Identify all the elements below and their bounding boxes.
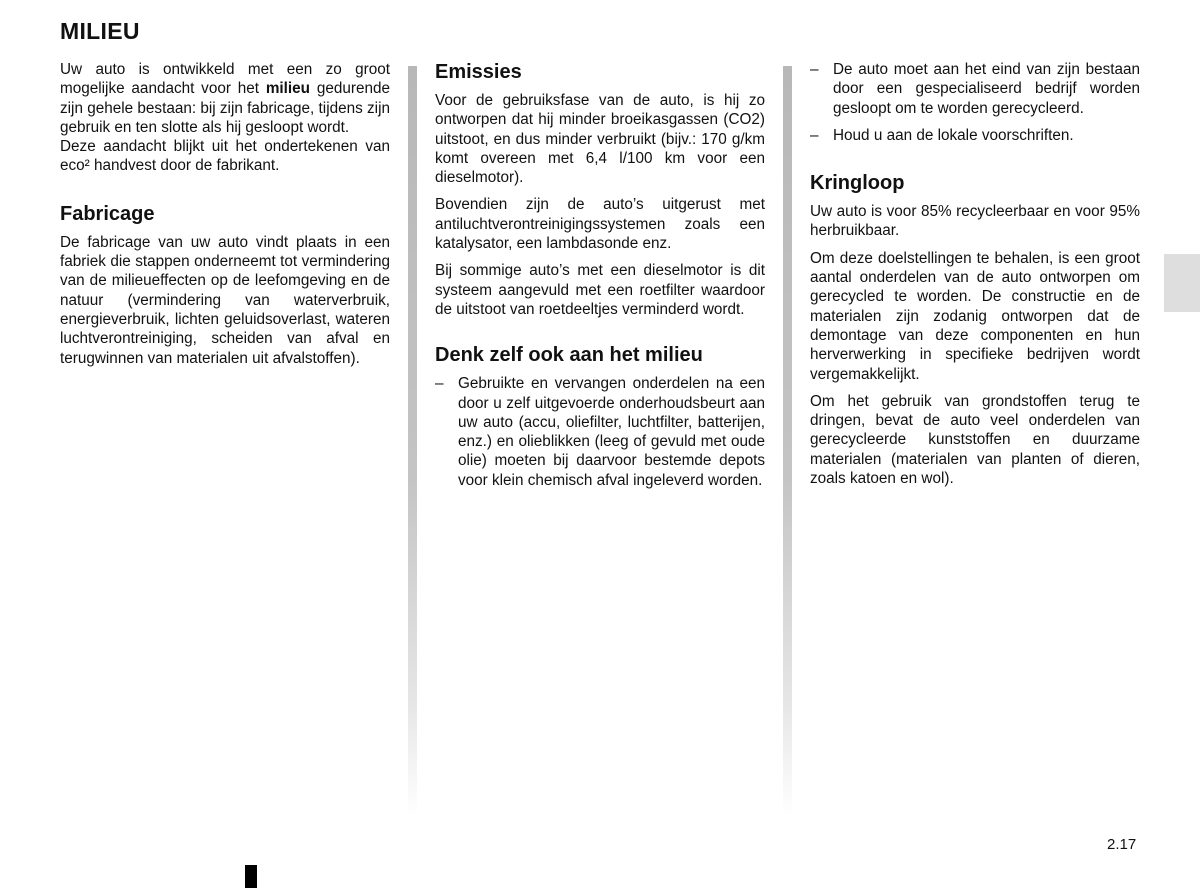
kringloop-paragraph-1: Uw auto is voor 85% recycleerbaar en voor 95% herbruikbaar. xyxy=(810,203,1140,240)
column-left xyxy=(60,60,390,376)
kringloop-paragraph-2: Om deze doelstellingen te behalen, is een groot aantal onderdelen van de auto ontworpen om gerecycled te worden. De constructie en de materialen zijn zodanig ontworpen dat de demontage van deze componenten en hun herverwerking in specifieke bedrijven wordt vergemakkelijkt. xyxy=(810,249,1140,383)
dash-bullet: – xyxy=(810,61,819,78)
column-middle xyxy=(435,60,765,498)
emissies-paragraph-2: Bovendien zijn de auto’s uitgerust met antiluchtverontreinigingssystemen zoals een katalysator, een lambdasonde enz. xyxy=(435,196,765,253)
page-title: MILIEU xyxy=(60,18,140,44)
column-right xyxy=(810,60,1140,496)
emphasis-milieu: milieu xyxy=(265,80,311,98)
section-tab-marker xyxy=(1164,254,1200,312)
intro-paragraph: Uw auto is ontwikkeld met een zo groot mogelijke aandacht voor het milieu gedurende zijn gehele bestaan: bij zijn fabricage, tijdens zijn gebruik en ten slotte als hij gesloopt wordt. Deze aandacht blijkt uit het ondertekenen van eco² handvest door de fabrikant. xyxy=(60,61,390,175)
heading-emissies: Emissies xyxy=(435,61,522,83)
kringloop-paragraph-3: Om het gebruik van grondstoffen terug te dringen, bevat de auto veel onderdelen van gerecycleerde kunststoffen en duurzame materialen (materialen van planten of dieren, zoals katoen en wol). xyxy=(810,392,1140,488)
page-number: 2.17 xyxy=(1107,836,1137,853)
column-divider-bar xyxy=(408,66,417,816)
column-divider-bar xyxy=(783,66,792,816)
list-item: – Gebruikte en vervangen onderdelen na een door u zelf uitgevoerde onderhoudsbeurt aan uw auto (accu, oliefilter, luchtfilter, batterijen, enz.) en olieblikken (leeg of gevuld met oude olie) moeten bij daarvoor bestemde depots voor klein chemisch afval ingeleverd worden. xyxy=(435,375,765,489)
heading-fabricage: Fabricage xyxy=(60,202,155,225)
dash-bullet: – xyxy=(810,126,819,144)
list-item: – De auto moet aan het eind van zijn bestaan door een gespecialiseerd bedrijf worden gesloopt om te worden gerecycleerd. xyxy=(810,61,1140,117)
heading-denk-zelf: Denk zelf ook aan het milieu xyxy=(435,344,703,367)
emissies-paragraph-1: Voor de gebruiksfase van de auto, is hij zo ontworpen dat hij minder broeikasgassen (CO2) uitstoot, en dus minder verbruikt (bijv.: 170 g/km komt overeen met 6,4 l/100 km voor een dieselmotor). xyxy=(435,92,765,187)
dash-bullet: – xyxy=(435,375,444,393)
heading-kringloop: Kringloop xyxy=(810,172,905,195)
fabricage-paragraph: De fabricage van uw auto vindt plaats in een fabriek die stappen onderneemt tot vermindering van de milieueffecten op de leefomgeving en de natuur (vermindering van waterverbruik, energieverbruik, lichten geluidsoverlast, wateren luchtverontreiniging, scheiden van afval en terugwinnen van materialen uit afvalstoffen). xyxy=(60,233,390,367)
emissies-paragraph-3: Bij sommige auto’s met een dieselmotor is dit systeem aangevuld met een roetfilter waardoor de uitstoot van roetdeeltjes verminderd wordt. xyxy=(435,262,765,318)
intro-paragraph-2: Deze aandacht blijkt uit het ondertekenen van eco² handvest door de fabrikant. xyxy=(60,138,390,175)
print-mark xyxy=(245,865,257,888)
list-item: – Houd u aan de lokale voorschriften. xyxy=(810,126,1074,144)
